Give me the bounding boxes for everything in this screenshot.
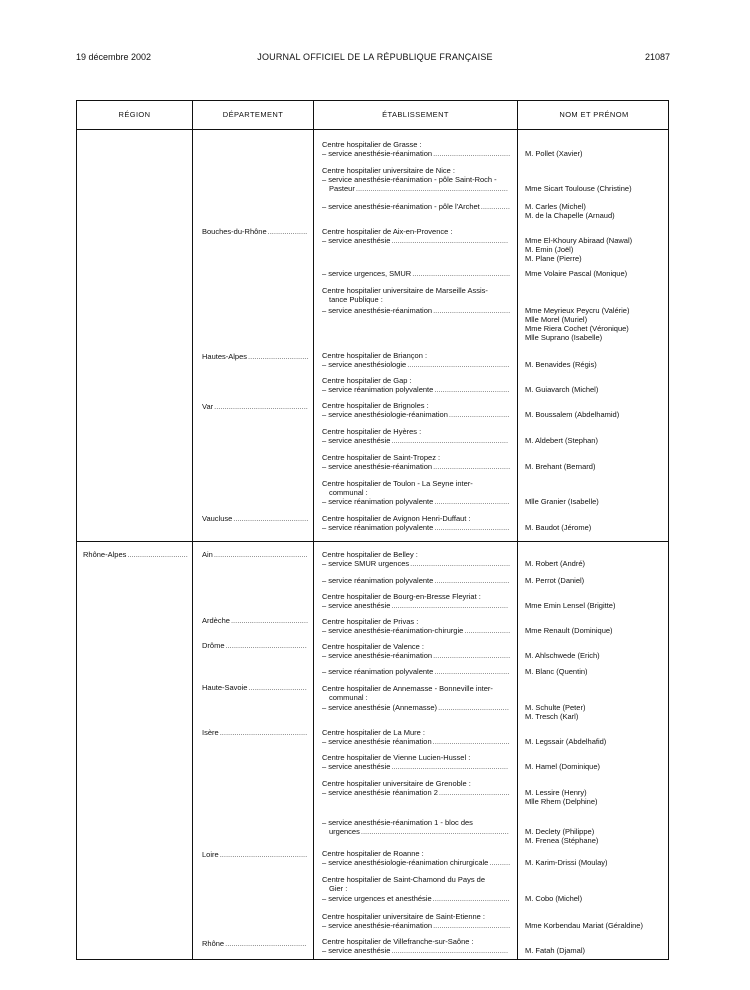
nom-cell: M. Declety (Philippe) [525, 827, 595, 836]
etablissement-line: – service anesthésie-réanimation [322, 306, 433, 315]
dot-leader: ......................................................................... [355, 184, 508, 193]
nom-cell: M. de la Chapelle (Arnaud) [525, 211, 615, 220]
dot-leader: ................................................ [410, 559, 511, 568]
etablissement-line: Centre hospitalier universitaire de Grenoble : [322, 779, 471, 788]
nom-cell: Mlle Suprano (Isabelle) [525, 333, 603, 342]
nom-cell: M. Legssair (Abdelhafid) [525, 737, 607, 746]
departement-cell: Hautes-Alpes [202, 352, 248, 361]
page-date: 19 décembre 2002 [76, 52, 152, 62]
etablissement-line: – service anesthésie-réanimation 1 - bloc des [322, 818, 473, 827]
column-divider [313, 101, 314, 959]
nom-cell: M. Boussalem (Abdelhamid) [525, 410, 620, 419]
dot-leader: ..................................... [433, 462, 511, 471]
etablissement-line: Centre hospitalier de Saint-Tropez : [322, 453, 441, 462]
departement-cell: Var [202, 402, 214, 411]
departement-cell: Loire [202, 850, 219, 859]
etablissement-line: – service anesthésie [322, 762, 391, 771]
etablissement-line: Centre hospitalier de Vienne Lucien-Hussel : [322, 753, 471, 762]
dot-leader: ................................................. [407, 360, 510, 369]
etablissement-line: Centre hospitalier de Brignoles : [322, 401, 429, 410]
nom-cell: M. Ahlschwede (Erich) [525, 651, 600, 660]
etablissement-line: communal : [329, 488, 368, 497]
dot-leader: .................................... [434, 576, 510, 585]
etablissement-line: – service réanimation polyvalente [322, 523, 434, 532]
nom-cell: Mme Volaire Pascal (Monique) [525, 269, 628, 278]
dot-leader: .................................... [434, 667, 510, 676]
nom-cell: M. Schulte (Peter) [525, 703, 586, 712]
dot-leader: ........................................................ [391, 946, 509, 955]
nom-cell: M. Blanc (Quentin) [525, 667, 588, 676]
etablissement-line: – service urgences et anesthésie [322, 894, 432, 903]
region-divider [77, 541, 668, 542]
departement-cell: Vaucluse [202, 514, 233, 523]
etablissement-line: Centre hospitalier de Valence : [322, 642, 425, 651]
dot-leader: ............................. [248, 352, 309, 361]
nom-cell: Mme El-Khoury Abiraad (Nawal) [525, 236, 633, 245]
nom-cell: M. Benavides (Régis) [525, 360, 597, 369]
etablissement-line: Gier : [329, 884, 348, 893]
nom-cell: Mme Riera Cochet (Véronique) [525, 324, 629, 333]
dot-leader: ........................................................ [391, 436, 509, 445]
etablissement-line: communal : [329, 693, 368, 702]
etablissement-line: – service anesthésie-réanimation - pôle l'Archet [322, 202, 480, 211]
etablissement-line: – service SMUR urgences [322, 559, 410, 568]
etablissement-line: Centre hospitalier universitaire de Marseille Assis- [322, 286, 488, 295]
nominations-table [76, 100, 669, 960]
dot-leader: .................................. [438, 788, 510, 797]
dot-leader: ....................................................................... [360, 827, 509, 836]
dot-leader: ....................................... [225, 641, 307, 650]
etablissement-line: Centre hospitalier de Roanne : [322, 849, 424, 858]
nom-cell: Mlle Rhem (Delphine) [525, 797, 598, 806]
etablissement-line: – service anesthésie réanimation [322, 737, 432, 746]
etablissement-line: Centre hospitalier de Bourg-en-Bresse Fleyriat : [322, 592, 481, 601]
etablissement-line: – service réanimation polyvalente [322, 667, 434, 676]
dot-leader: ........................................................ [391, 601, 509, 610]
nom-cell: Mme Emin Lensel (Brigitte) [525, 601, 616, 610]
dot-leader: ............................. [448, 410, 510, 419]
nom-cell: Mme Korbendau Mariat (Géraldine) [525, 921, 643, 930]
nom-cell: M. Pollet (Xavier) [525, 149, 583, 158]
nom-cell: M. Frenea (Stéphane) [525, 836, 599, 845]
etablissement-line: – service anesthésie-réanimation [322, 921, 433, 930]
nom-cell: M. Guiavarch (Michel) [525, 385, 599, 394]
etablissement-line: Centre hospitalier de Hyères : [322, 427, 422, 436]
nom-cell: M. Carles (Michel) [525, 202, 586, 211]
dot-leader: .................................. [438, 703, 509, 712]
nom-cell: M. Lessire (Henry) [525, 788, 587, 797]
nom-cell: M. Tresch (Karl) [525, 712, 579, 721]
etablissement-line: – service réanimation polyvalente [322, 385, 434, 394]
etablissement-line: Centre hospitalier universitaire de Nice : [322, 166, 455, 175]
nom-cell: M. Karim-Drissi (Moulay) [525, 858, 608, 867]
dot-leader: ............................................... [412, 269, 511, 278]
departement-cell: Isère [202, 728, 219, 737]
dot-leader: .............. [480, 202, 510, 211]
nom-cell: M. Cobo (Michel) [525, 894, 583, 903]
etablissement-line: – service anesthésiologie-réanimation [322, 410, 448, 419]
dot-leader: ........................................................ [391, 236, 509, 245]
dot-leader: ................... [267, 227, 308, 236]
dot-leader: ..................................... [432, 737, 510, 746]
nom-cell: Mme Meyrieux Peycru (Valérie) [525, 306, 630, 315]
dot-leader: ............................................. [214, 402, 308, 411]
departement-cell: Rhône [202, 939, 225, 948]
nom-cell: M. Fatah (Djamal) [525, 946, 586, 955]
nom-cell: Mlle Granier (Isabelle) [525, 497, 599, 506]
dot-leader: .......................................... [219, 850, 308, 859]
etablissement-line: Centre hospitalier de Belley : [322, 550, 418, 559]
dot-leader: ....................................... [225, 939, 307, 948]
etablissement-line: tance Publique : [329, 295, 383, 304]
etablissement-line: Centre hospitalier universitaire de Saint-Etienne : [322, 912, 486, 921]
dot-leader: ............................ [248, 683, 307, 692]
etablissement-line: – service anesthésie-réanimation [322, 462, 433, 471]
departement-cell: Bouches-du-Rhône [202, 227, 267, 236]
nom-cell: M. Baudot (Jérome) [525, 523, 592, 532]
nom-cell: Mlle Morel (Muriel) [525, 315, 588, 324]
etablissement-line: Centre hospitalier de Saint-Chamond du Pays de [322, 875, 486, 884]
region-cell: Rhône-Alpes [83, 550, 127, 559]
etablissement-line: urgences [329, 827, 360, 836]
journal-title: JOURNAL OFFICIEL DE LA RÉPUBLIQUE FRANÇAISE [257, 52, 493, 62]
column-divider [517, 101, 518, 959]
etablissement-line: Centre hospitalier de Aix-en-Provence : [322, 227, 453, 236]
dot-leader: ...................... [464, 626, 511, 635]
dot-leader: ..................................... [433, 921, 511, 930]
departement-cell: Haute-Savoie [202, 683, 248, 692]
etablissement-line: Centre hospitalier de Toulon - La Seyne inter- [322, 479, 473, 488]
departement-cell: Ain [202, 550, 213, 559]
etablissement-line: – service anesthésie [322, 436, 391, 445]
etablissement-line: Centre hospitalier de La Mure : [322, 728, 425, 737]
page-number: 21087 [644, 52, 670, 62]
column-header-region: RÉGION [118, 110, 151, 119]
etablissement-line: – service anesthésie-réanimation [322, 149, 433, 158]
etablissement-line: Centre hospitalier de Grasse : [322, 140, 422, 149]
etablissement-line: Centre hospitalier de Briançon : [322, 351, 428, 360]
nom-cell: M. Hamel (Dominique) [525, 762, 601, 771]
dot-leader: ............................................. [213, 550, 308, 559]
etablissement-line: – service anesthésie-réanimation - pôle Saint-Roch - [322, 175, 497, 184]
column-divider [192, 101, 193, 959]
etablissement-line: – service urgences, SMUR [322, 269, 412, 278]
etablissement-line: Centre hospitalier de Avignon Henri-Duffaut : [322, 514, 471, 523]
nom-cell: M. Robert (André) [525, 559, 586, 568]
dot-leader: .................................... [434, 523, 510, 532]
etablissement-line: – service anesthésie réanimation 2 [322, 788, 438, 797]
dot-leader: .......................................... [219, 728, 308, 737]
dot-leader: ........................................................ [391, 762, 509, 771]
etablissement-line: – service réanimation polyvalente [322, 497, 434, 506]
etablissement-line: – service anesthésie [322, 946, 391, 955]
nom-cell: M. Aldebert (Stephan) [525, 436, 598, 445]
etablissement-line: – service réanimation polyvalente [322, 576, 434, 585]
dot-leader: .......... [489, 858, 511, 867]
column-header-etablissement: ÉTABLISSEMENT [382, 110, 449, 119]
etablissement-line: Pasteur [329, 184, 355, 193]
etablissement-line: – service anesthésie-réanimation-chirurgie [322, 626, 464, 635]
etablissement-line: Centre hospitalier de Gap : [322, 376, 412, 385]
etablissement-line: – service anesthésie [322, 236, 391, 245]
dot-leader: ..................................... [433, 306, 511, 315]
etablissement-line: – service anesthésiologie-réanimation chirurgicale [322, 858, 489, 867]
column-header-departement: DÉPARTEMENT [222, 110, 284, 119]
dot-leader: .................................... [434, 385, 510, 394]
dot-leader: .................................... [434, 497, 510, 506]
dot-leader: ..................................... [432, 894, 510, 903]
departement-cell: Drôme [202, 641, 225, 650]
nom-cell: M. Perrot (Daniel) [525, 576, 585, 585]
etablissement-line: Centre hospitalier de Annemasse - Bonneville inter- [322, 684, 493, 693]
nom-cell: Mme Sicart Toulouse (Christine) [525, 184, 632, 193]
etablissement-line: – service anesthésie (Annemasse) [322, 703, 438, 712]
dot-leader: ..................................... [230, 616, 309, 625]
nom-cell: Mme Renault (Dominique) [525, 626, 613, 635]
column-header-nom: NOM ET PRÉNOM [559, 110, 629, 119]
etablissement-line: Centre hospitalier de Villefranche-sur-Saône : [322, 937, 474, 946]
nom-cell: M. Plane (Pierre) [525, 254, 582, 263]
etablissement-line: – service anesthésie [322, 601, 391, 610]
etablissement-line: – service anesthésiologie [322, 360, 407, 369]
nom-cell: M. Emin (Joël) [525, 245, 574, 254]
dot-leader: .................................... [233, 514, 309, 523]
departement-cell: Ardèche [202, 616, 230, 625]
header-divider [77, 129, 668, 130]
dot-leader: ..................................... [433, 651, 511, 660]
dot-leader: ..................................... [433, 149, 511, 158]
dot-leader: ............................. [127, 550, 188, 559]
etablissement-line: – service anesthésie-réanimation [322, 651, 433, 660]
nom-cell: M. Brehant (Bernard) [525, 462, 596, 471]
etablissement-line: Centre hospitalier de Privas : [322, 617, 419, 626]
